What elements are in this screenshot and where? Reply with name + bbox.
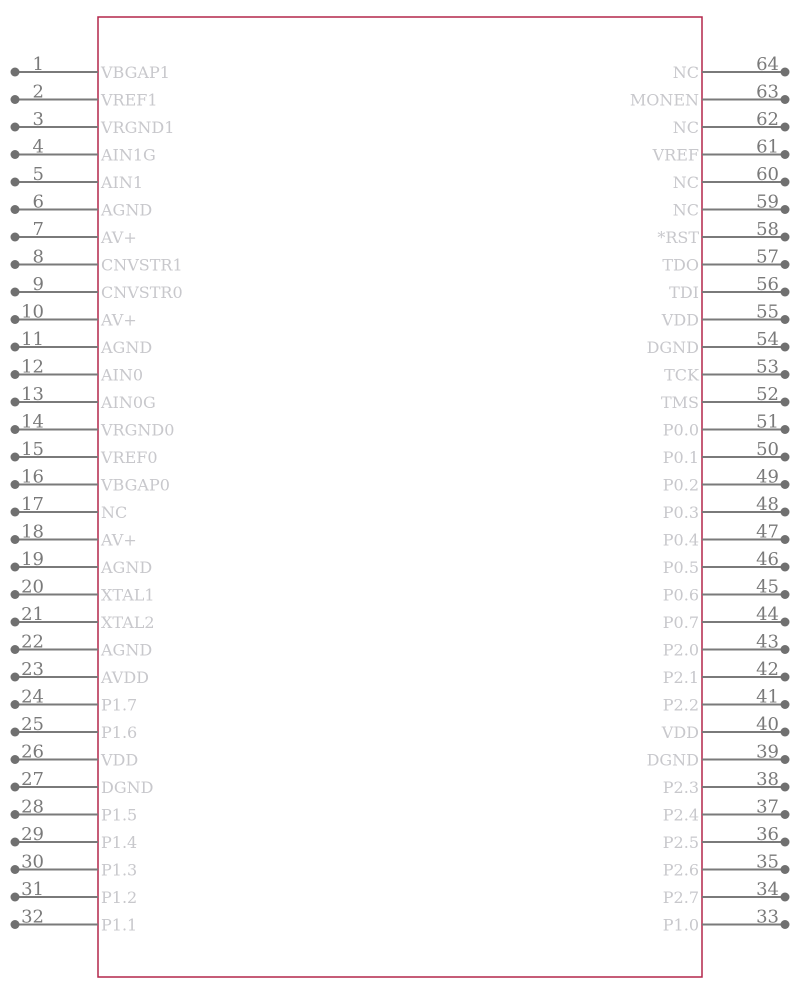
pin-name-label: P2.3: [662, 778, 699, 797]
pin-name-label: AVDD: [101, 668, 149, 687]
pin-1: [11, 54, 170, 82]
pin-2: [11, 82, 158, 110]
pin-name-label: P1.0: [662, 915, 699, 935]
pin-number: 36: [756, 824, 779, 845]
pin-name-label: P1.3: [101, 860, 138, 880]
pin-number: 51: [756, 411, 779, 433]
pin-number: 15: [21, 439, 44, 460]
pin-name-label: AIN0: [101, 365, 144, 385]
pin-number: 10: [21, 301, 44, 323]
pin-number: 46: [756, 549, 779, 570]
pin-number: 43: [756, 631, 779, 653]
pin-terminal-dot: [11, 178, 20, 187]
pin-63: [630, 82, 790, 110]
pin-terminal-dot: [11, 673, 20, 682]
pin-number: 26: [21, 741, 44, 763]
pin-terminal-dot: [781, 535, 790, 544]
pin-terminal-dot: [11, 398, 20, 407]
pin-number: 25: [21, 714, 44, 735]
pin-terminal-dot: [11, 700, 20, 709]
pin-terminal-dot: [781, 453, 790, 462]
pin-20: [11, 577, 155, 605]
pin-terminal-dot: [11, 150, 20, 159]
pin-56: [669, 274, 789, 302]
pin-terminal-dot: [11, 425, 20, 434]
pin-name-label: VDD: [101, 750, 139, 770]
pin-terminal-dot: [781, 150, 790, 159]
pin-19: [11, 549, 153, 577]
pin-terminal-dot: [11, 618, 20, 627]
pin-name-label: TDI: [669, 283, 699, 302]
pin-name-label: P2.0: [662, 640, 699, 660]
pin-61: [652, 137, 790, 165]
pin-terminal-dot: [781, 508, 790, 517]
pin-45: [663, 577, 790, 605]
pin-number: 62: [756, 109, 779, 130]
pin-name-label: DGND: [646, 750, 699, 770]
pin-name-label: DGND: [101, 778, 154, 797]
pin-terminal-dot: [781, 865, 790, 874]
pin-number: 9: [32, 274, 44, 295]
pin-terminal-dot: [781, 343, 790, 352]
pin-number: 45: [756, 576, 779, 598]
pin-number: 40: [756, 714, 779, 735]
pin-number: 27: [21, 769, 44, 790]
pin-name-label: NC: [672, 63, 699, 82]
pin-number: 4: [32, 136, 44, 158]
pin-number: 19: [21, 549, 44, 570]
pin-name-label: P1.1: [101, 915, 138, 935]
pin-terminal-dot: [781, 838, 790, 847]
pin-terminal-dot: [781, 370, 790, 379]
pin-number: 17: [21, 494, 44, 515]
ic-body-outline: [98, 17, 702, 977]
pin-25: [11, 714, 138, 742]
pin-62: [673, 109, 790, 137]
pin-name-label: P1.2: [101, 888, 138, 907]
pin-11: [11, 329, 153, 357]
pin-terminal-dot: [11, 315, 20, 324]
pin-27: [11, 769, 154, 797]
pin-16: [11, 467, 170, 495]
pin-49: [663, 467, 790, 495]
pin-name-label: AGND: [101, 640, 153, 660]
pin-54: [647, 329, 790, 357]
pin-terminal-dot: [781, 260, 790, 269]
pin-terminal-dot: [11, 288, 20, 297]
pin-terminal-dot: [781, 315, 790, 324]
pin-number: 5: [32, 164, 44, 185]
pin-name-label: TMS: [660, 393, 699, 412]
pin-terminal-dot: [11, 645, 20, 654]
pin-number: 23: [21, 659, 44, 680]
pin-name-label: AGND: [101, 338, 153, 357]
pin-number: 12: [21, 356, 44, 378]
pin-name-label: NC: [672, 173, 699, 192]
pin-51: [663, 412, 790, 440]
pin-39: [647, 742, 790, 770]
pin-number: 33: [756, 906, 779, 928]
pin-26: [11, 742, 139, 770]
pin-number: 64: [756, 54, 779, 75]
pin-number: 28: [21, 796, 44, 818]
pin-number: 30: [21, 851, 44, 873]
pin-35: [663, 852, 790, 880]
pin-41: [663, 687, 790, 715]
pin-number: 39: [756, 741, 779, 763]
pin-name-label: AV+: [101, 530, 137, 550]
pin-number: 53: [756, 356, 779, 378]
pin-terminal-dot: [781, 123, 790, 132]
pin-name-label: NC: [672, 118, 699, 137]
pin-name-label: AIN1G: [101, 145, 156, 165]
pin-number: 1: [32, 54, 44, 75]
left-pin-group: [11, 54, 183, 935]
pin-36: [663, 824, 790, 852]
pin-9: [11, 274, 183, 302]
pin-46: [663, 549, 790, 577]
pin-terminal-dot: [781, 398, 790, 407]
pin-number: 58: [756, 219, 779, 240]
pin-name-label: P2.4: [662, 805, 699, 825]
pin-name-label: AIN0G: [101, 393, 156, 412]
pin-52: [661, 384, 790, 412]
pin-21: [11, 604, 155, 632]
pin-number: 18: [21, 521, 44, 543]
pin-name-label: P1.6: [101, 723, 138, 742]
pin-name-label: VBGAP1: [101, 63, 170, 82]
pin-22: [11, 632, 153, 660]
pin-terminal-dot: [781, 590, 790, 599]
pin-number: 38: [756, 769, 779, 790]
pin-number: 7: [32, 219, 44, 240]
pin-number: 47: [756, 521, 779, 543]
right-pin-group: [630, 54, 790, 935]
pin-terminal-dot: [11, 728, 20, 737]
pin-terminal-dot: [781, 205, 790, 214]
pin-name-label: AGND: [101, 558, 153, 577]
pin-number: 41: [756, 686, 779, 708]
pin-name-label: P1.7: [101, 695, 138, 715]
pin-terminal-dot: [781, 425, 790, 434]
pin-number: 60: [756, 164, 779, 185]
pin-23: [11, 659, 149, 687]
pin-47: [663, 522, 790, 550]
pin-terminal-dot: [781, 810, 790, 819]
pin-terminal-dot: [781, 178, 790, 187]
pin-number: 29: [21, 824, 44, 845]
pin-name-label: P2.2: [662, 695, 699, 715]
pin-number: 24: [21, 686, 44, 708]
pin-name-label: P0.3: [662, 503, 699, 522]
pin-terminal-dot: [11, 453, 20, 462]
pin-name-label: P0.4: [662, 530, 699, 550]
pin-terminal-dot: [11, 68, 20, 77]
pin-31: [11, 879, 138, 907]
pin-name-label: XTAL1: [101, 585, 155, 605]
pin-name-label: VDD: [661, 723, 699, 742]
pin-number: 6: [32, 191, 44, 213]
pin-number: 13: [21, 384, 44, 405]
pin-50: [663, 439, 790, 467]
pin-name-label: P0.7: [662, 613, 699, 632]
pin-terminal-dot: [781, 755, 790, 764]
pin-terminal-dot: [781, 700, 790, 709]
pin-name-label: XTAL2: [101, 613, 155, 632]
pin-number: 55: [756, 301, 779, 323]
pin-32: [11, 907, 138, 935]
pin-terminal-dot: [11, 123, 20, 132]
pin-6: [11, 192, 153, 220]
pin-10: [11, 302, 137, 330]
pin-terminal-dot: [11, 535, 20, 544]
pin-terminal-dot: [781, 728, 790, 737]
pin-number: 56: [756, 274, 779, 295]
pin-name-label: MONEN: [629, 90, 699, 110]
pin-57: [662, 247, 789, 275]
pin-59: [673, 192, 790, 220]
pin-43: [663, 632, 790, 660]
pin-29: [11, 824, 138, 852]
pin-terminal-dot: [781, 673, 790, 682]
pin-name-label: VREF1: [101, 90, 158, 110]
pin-37: [663, 797, 790, 825]
pin-number: 52: [756, 384, 779, 405]
pin-terminal-dot: [11, 260, 20, 269]
pin-name-label: P0.6: [662, 585, 699, 605]
pin-terminal-dot: [11, 480, 20, 489]
pin-name-label: P2.6: [662, 860, 699, 880]
pin-terminal-dot: [11, 893, 20, 902]
pin-terminal-dot: [781, 233, 790, 242]
pin-name-label: VREF: [652, 145, 699, 165]
pin-number: 57: [756, 246, 779, 268]
pin-name-label: AGND: [101, 200, 153, 220]
pin-terminal-dot: [781, 95, 790, 104]
pin-48: [663, 494, 790, 522]
pin-name-label: VBGAP0: [101, 475, 170, 495]
pin-terminal-dot: [781, 68, 790, 77]
pin-terminal-dot: [11, 783, 20, 792]
pin-terminal-dot: [781, 480, 790, 489]
pin-name-label: CNVSTR0: [101, 283, 183, 302]
pin-name-label: P1.4: [101, 833, 138, 852]
pin-4: [11, 137, 156, 165]
pin-name-label: P0.1: [662, 448, 699, 467]
pin-terminal-dot: [11, 205, 20, 214]
pin-14: [11, 412, 175, 440]
pin-30: [11, 852, 138, 880]
pin-40: [661, 714, 790, 742]
pin-name-label: P2.5: [662, 833, 699, 852]
pin-terminal-dot: [11, 590, 20, 599]
pin-name-label: *RST: [657, 228, 699, 247]
pin-3: [11, 109, 175, 137]
pin-number: 34: [756, 879, 779, 900]
pin-name-label: AIN1: [101, 173, 144, 192]
pin-55: [661, 302, 790, 330]
pin-58: [657, 219, 789, 247]
pin-name-label: P1.5: [101, 805, 138, 825]
pin-terminal-dot: [11, 370, 20, 379]
pin-name-label: NC: [672, 200, 699, 220]
pin-64: [673, 54, 790, 82]
pin-name-label: P0.5: [662, 558, 699, 577]
pin-number: 3: [32, 109, 44, 130]
pin-5: [11, 164, 144, 192]
pin-terminal-dot: [781, 920, 790, 929]
pin-terminal-dot: [11, 563, 20, 572]
pin-number: 63: [756, 81, 779, 103]
pin-name-label: DGND: [646, 338, 699, 357]
pin-number: 37: [756, 796, 779, 818]
pin-34: [663, 879, 790, 907]
pin-number: 61: [756, 136, 779, 158]
pin-terminal-dot: [781, 645, 790, 654]
pin-number: 59: [756, 191, 779, 213]
pin-terminal-dot: [781, 893, 790, 902]
pin-number: 11: [21, 329, 44, 350]
pin-42: [663, 659, 790, 687]
pin-number: 49: [756, 466, 779, 488]
pin-60: [673, 164, 790, 192]
pin-name-label: AV+: [101, 310, 137, 330]
pin-name-label: VDD: [661, 310, 699, 330]
pin-name-label: VRGND1: [101, 118, 175, 137]
pin-terminal-dot: [781, 618, 790, 627]
pin-18: [11, 522, 137, 550]
pin-number: 14: [21, 411, 44, 433]
pin-13: [11, 384, 156, 412]
pin-name-label: CNVSTR1: [101, 255, 183, 275]
pin-33: [663, 907, 790, 935]
pin-terminal-dot: [11, 343, 20, 352]
pin-number: 2: [32, 81, 44, 103]
pin-38: [663, 769, 790, 797]
pin-terminal-dot: [781, 288, 790, 297]
pin-name-label: TCK: [664, 365, 699, 385]
pin-number: 21: [21, 604, 44, 625]
pin-terminal-dot: [11, 233, 20, 242]
pin-name-label: VRGND0: [101, 420, 175, 440]
pin-number: 42: [756, 659, 779, 680]
pin-28: [11, 797, 138, 825]
pin-24: [11, 687, 138, 715]
pin-name-label: P0.0: [662, 420, 699, 440]
pin-name-label: P2.7: [662, 888, 699, 907]
pin-number: 22: [21, 631, 44, 653]
pin-terminal-dot: [11, 95, 20, 104]
pin-name-label: NC: [101, 503, 128, 522]
pin-name-label: AV+: [101, 228, 137, 247]
pin-terminal-dot: [11, 838, 20, 847]
pin-terminal-dot: [11, 810, 20, 819]
pin-terminal-dot: [11, 920, 20, 929]
pin-17: [11, 494, 128, 522]
pin-terminal-dot: [11, 508, 20, 517]
pin-name-label: P2.1: [662, 668, 699, 687]
pin-number: 32: [21, 906, 44, 928]
pin-number: 35: [756, 851, 779, 873]
pin-terminal-dot: [11, 865, 20, 874]
pin-44: [663, 604, 790, 632]
pin-name-label: P0.2: [662, 475, 699, 495]
pin-7: [11, 219, 137, 247]
pin-number: 54: [756, 329, 779, 350]
pin-12: [11, 357, 144, 385]
pin-terminal-dot: [781, 563, 790, 572]
pin-terminal-dot: [11, 755, 20, 764]
pin-name-label: VREF0: [101, 448, 158, 467]
pin-number: 44: [756, 604, 779, 625]
pin-number: 48: [756, 494, 779, 515]
pin-number: 20: [21, 576, 44, 598]
pin-number: 8: [32, 246, 44, 268]
pin-53: [664, 357, 789, 385]
pin-15: [11, 439, 158, 467]
pin-name-label: TDO: [662, 255, 699, 275]
pin-number: 50: [756, 439, 779, 460]
pin-number: 16: [21, 466, 44, 488]
pin-number: 31: [21, 879, 44, 900]
pin-terminal-dot: [781, 783, 790, 792]
pin-8: [11, 247, 183, 275]
